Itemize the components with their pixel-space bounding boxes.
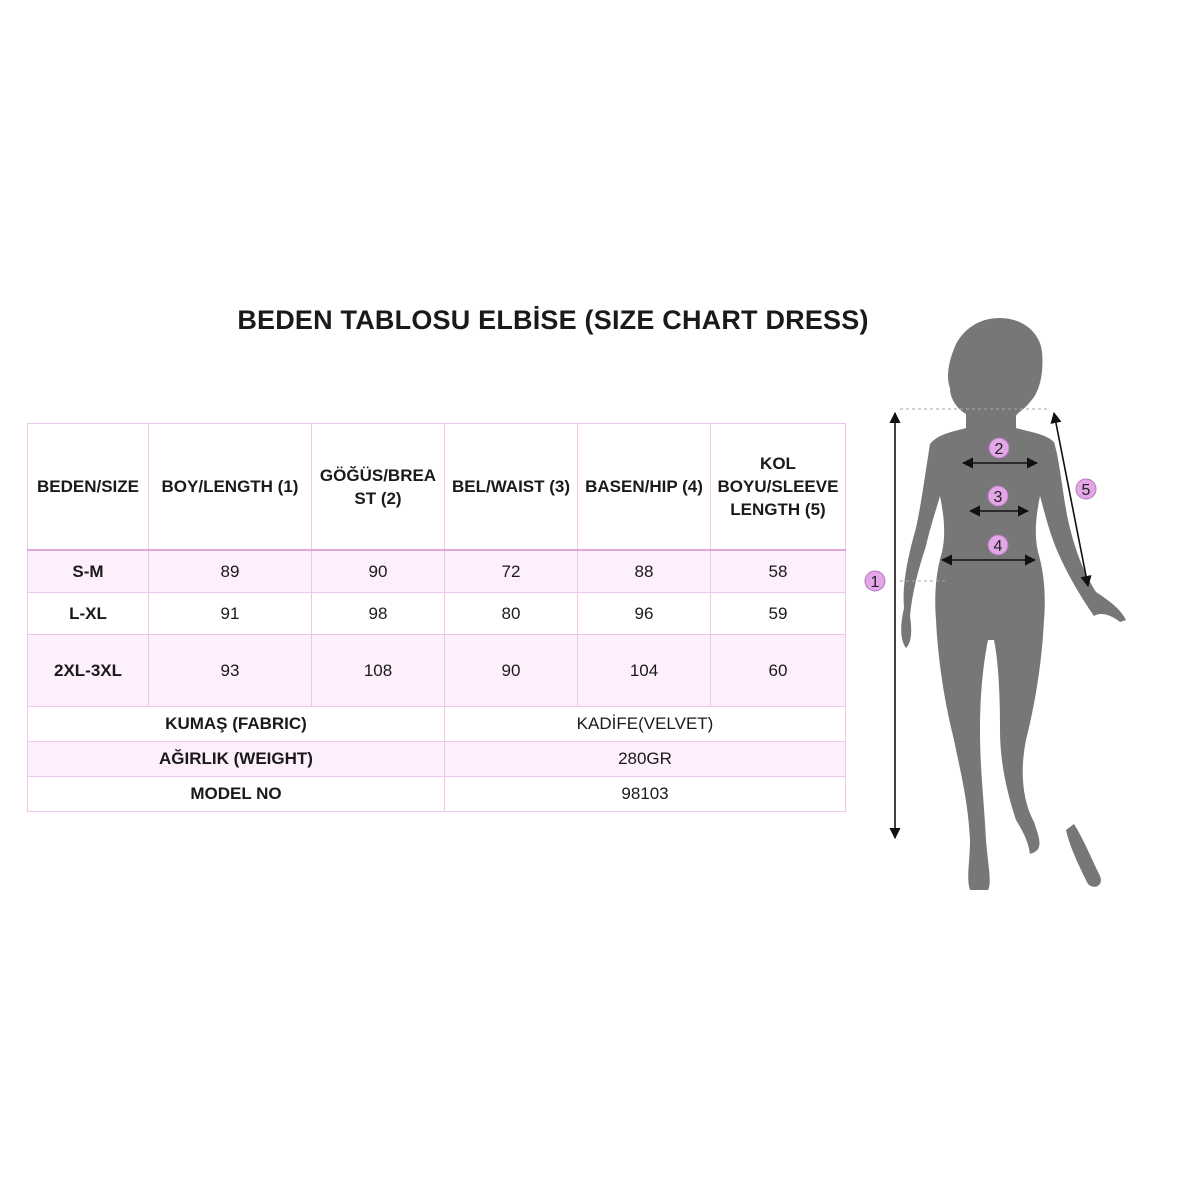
fabric-row [28,707,846,742]
marker-label: 1 [870,574,880,591]
waist-cell: 80 [445,593,578,635]
waist-cell: 90 [445,635,578,707]
header-sleeve: KOL BOYU/SLEEVE LENGTH (5) [711,424,846,551]
fabric-label: KUMAŞ (FABRIC) [28,707,445,742]
weight-row [28,742,846,777]
table-header-row [28,424,846,551]
marker-label: 4 [993,538,1003,555]
size-chart-table [27,423,846,812]
size-cell: S-M [28,550,149,593]
woman-silhouette [901,318,1126,890]
marker-1 [865,571,885,591]
breast-cell: 90 [312,550,445,593]
table-row [28,635,846,707]
waist-cell: 72 [445,550,578,593]
model-row [28,777,846,812]
marker-label: 5 [1081,482,1091,499]
sleeve-cell: 58 [711,550,846,593]
marker-3 [988,486,1008,506]
header-waist: BEL/WAIST (3) [445,424,578,551]
breast-cell: 98 [312,593,445,635]
marker-2 [989,438,1009,458]
model-label: MODEL NO [28,777,445,812]
breast-cell: 108 [312,635,445,707]
model-value: 98103 [445,777,846,812]
weight-value: 280GR [445,742,846,777]
marker-label: 3 [993,489,1003,506]
sleeve-cell: 59 [711,593,846,635]
sleeve-cell: 60 [711,635,846,707]
length-cell: 93 [149,635,312,707]
marker-label: 2 [994,441,1004,458]
header-breast: GÖĞÜS/BREA ST (2) [312,424,445,551]
hip-cell: 88 [578,550,711,593]
weight-label: AĞIRLIK (WEIGHT) [28,742,445,777]
marker-4 [988,535,1008,555]
hip-cell: 96 [578,593,711,635]
marker-5 [1076,479,1096,499]
header-size: BEDEN/SIZE [28,424,149,551]
length-cell: 91 [149,593,312,635]
hip-cell: 104 [578,635,711,707]
header-length: BOY/LENGTH (1) [149,424,312,551]
header-hip: BASEN/HIP (4) [578,424,711,551]
size-cell: 2XL-3XL [28,635,149,707]
length-cell: 89 [149,550,312,593]
table-row [28,550,846,593]
page-title: BEDEN TABLOSU ELBİSE (SIZE CHART DRESS) [237,305,869,335]
fabric-value: KADİFE(VELVET) [445,707,846,742]
table-row [28,593,846,635]
size-cell: L-XL [28,593,149,635]
body-measurement-diagram [855,300,1155,910]
